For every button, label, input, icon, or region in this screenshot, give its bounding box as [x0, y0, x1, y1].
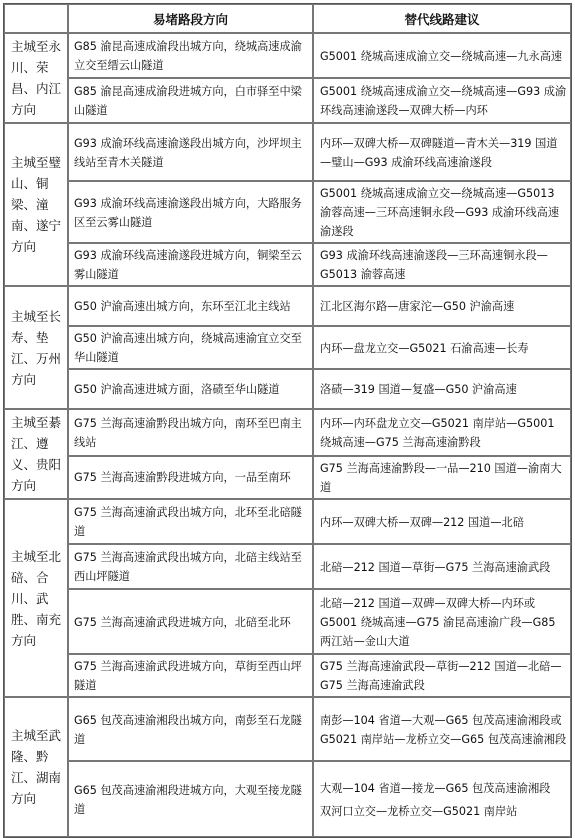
segment-cell: G50 沪渝高速出城方向，绕城高速渝宜立交至华山隧道	[68, 326, 313, 369]
table-row	[4, 589, 571, 654]
alternative-cell: 北碚—212 国道—草街—G75 兰海高速渝武段	[313, 544, 571, 589]
table-row	[4, 654, 571, 697]
table-row	[4, 123, 571, 181]
segment-cell: G65 包茂高速渝湘段进城方向，大观至接龙隧道	[68, 761, 313, 837]
alternative-cell	[313, 761, 571, 837]
segment-cell: G75 兰海高速渝黔段出城方向，南环至巴南主线站	[68, 409, 313, 456]
table-row	[4, 697, 571, 761]
alternative-cell: G5001 绕城高速成渝立交—绕城高速—G5013 渝蓉高速—三环高速铜永段—G93 成渝环线高速渝遂段	[313, 181, 571, 243]
table-row	[4, 286, 571, 326]
header-region	[4, 4, 68, 33]
header-alternative-route: 替代线路建议	[313, 4, 571, 33]
segment-cell: G65 包茂高速渝湘段出城方向，南彭至石龙隧道	[68, 697, 313, 761]
table-row	[4, 78, 571, 123]
table-row	[4, 499, 571, 544]
alternative-cell: G93 成渝环线高速渝遂段—三环高速铜永段—G5013 渝蓉高速	[313, 243, 571, 286]
segment-cell: G75 兰海高速渝武段出城方向，北环至北碚隧道	[68, 499, 313, 544]
segment-cell: G50 沪渝高速出城方向，东环至江北主线站	[68, 286, 313, 326]
alternative-text: 大观—104 省道—接龙—G65 包茂高速渝湘段	[320, 781, 551, 795]
segment-cell: G93 成渝环线高速渝遂段出城方向，沙坪坝主线站至青木关隧道	[68, 123, 313, 181]
route-table	[3, 3, 572, 838]
table-row	[4, 409, 571, 456]
alternative-cell: 内环—双碑大桥—双碑隧道—青木关—319 国道—璧山—G93 成渝环线高速渝遂段	[313, 123, 571, 181]
region-cell: 主城至长寿、垫江、万州方向	[4, 286, 68, 409]
alternative-cell: 内环—内环盘龙立交—G5021 南岸站—G5001 绕城高速—G75 兰海高速渝黔段	[313, 409, 571, 456]
segment-cell: G93 成渝环线高速渝遂段进城方向，铜梁至云雾山隧道	[68, 243, 313, 286]
alternative-cell: 北碚—212 国道—双碑—双碑大桥—内环或 G5001 绕城高速—G75 渝昆高速渝广段—G85 两江站—金山大道	[313, 589, 571, 654]
header-row	[4, 4, 571, 33]
segment-cell: G75 兰海高速渝武段进城方向，北碚至北环	[68, 589, 313, 654]
segment-cell: G93 成渝环线高速渝遂段出城方向，大路服务区至云雾山隧道	[68, 181, 313, 243]
table-row	[4, 181, 571, 243]
alternative-cell: 内环—双碑大桥—双碑—212 国道—北碚	[313, 499, 571, 544]
segment-cell: G75 兰海高速渝黔段进城方向，一品至南环	[68, 456, 313, 499]
table-row	[4, 544, 571, 589]
header-congested-segment: 易堵路段方向	[68, 4, 313, 33]
alternative-cell: 江北区海尔路—唐家沱—G50 沪渝高速	[313, 286, 571, 326]
table-row	[4, 326, 571, 369]
region-cell: 主城至永川、荣昌、内江方向	[4, 33, 68, 123]
table-row	[4, 369, 571, 409]
alternative-note: 双河口立交—龙桥立交—G5021 南岸站	[320, 804, 518, 818]
segment-cell: G85 渝昆高速成渝段进城方向，白市驿至中梁山隧道	[68, 78, 313, 123]
table-row	[4, 456, 571, 499]
alternative-cell: 内环—盘龙立交—G5021 石渝高速—长寿	[313, 326, 571, 369]
region-cell: 主城至北碚、合川、武胜、南充方向	[4, 499, 68, 697]
table-row	[4, 33, 571, 78]
segment-cell: G75 兰海高速渝武段出城方向，北碚主线站至西山坪隧道	[68, 544, 313, 589]
table-row	[4, 243, 571, 286]
segment-cell: G85 渝昆高速成渝段出城方向，绕城高速成渝立交至缙云山隧道	[68, 33, 313, 78]
segment-cell: G75 兰海高速渝武段进城方向，草街至西山坪隧道	[68, 654, 313, 697]
table-row	[4, 761, 571, 837]
alternative-cell: G5001 绕城高速成渝立交—绕城高速—G93 成渝环线高速渝遂段—双碑大桥—内环	[313, 78, 571, 123]
region-cell: 主城至武隆、黔江、湖南方向	[4, 697, 68, 837]
region-cell: 主城至綦江、遵义、贵阳方向	[4, 409, 68, 499]
alternative-cell: G75 兰海高速渝黔段—一品—210 国道—渝南大道	[313, 456, 571, 499]
region-cell: 主城至璧山、铜梁、潼南、遂宁方向	[4, 123, 68, 286]
alternative-cell: 南彭—104 省道—大观—G65 包茂高速渝湘段或 G5021 南岸站—龙桥立交—G65 包茂高速渝湘段	[313, 697, 571, 761]
alternative-cell: G5001 绕城高速成渝立交—绕城高速—九永高速	[313, 33, 571, 78]
alternative-cell: 洛碛—319 国道—复盛—G50 沪渝高速	[313, 369, 571, 409]
alternative-cell: G75 兰海高速渝武段—草街—212 国道—北碚—G75 兰海高速渝武段	[313, 654, 571, 697]
segment-cell: G50 沪渝高速进城方面，洛碛至华山隧道	[68, 369, 313, 409]
